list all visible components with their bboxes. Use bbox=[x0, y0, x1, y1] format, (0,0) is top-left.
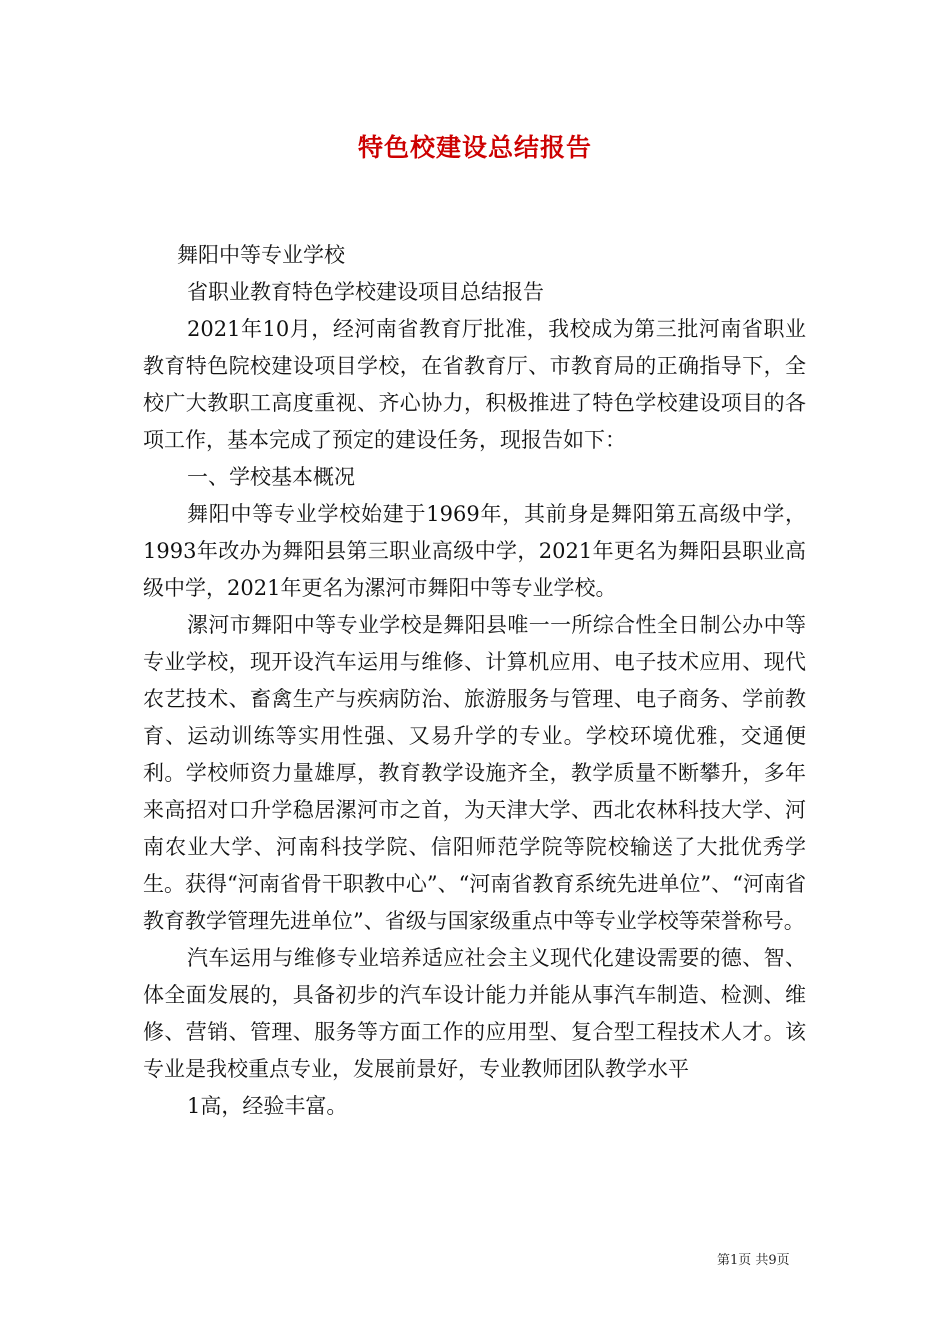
history-paragraph: 舞阳中等专业学校始建于1969年，其前身是舞阳第五高级中学，1993年改办为舞阳县第三职业高级中学，2021年更名为舞阳县职业高级中学，2021年更名为漯河市舞阳中等专业学校。 bbox=[143, 502, 806, 600]
auto-major-paragraph: 汽车运用与维修专业培养适应社会主义现代化建设需要的德、智、体全面发展的，具备初步的汽车设计能力并能从事汽车制造、检测、维修、营销、管理、服务等方面工作的应用型、复合型工程技术人才。该专业是我校重点专业，发展前景好，专业教师团队教学水平 bbox=[143, 946, 806, 1081]
section-heading: 一、学校基本概况 bbox=[187, 465, 355, 489]
page-number: 第1页 共9页 bbox=[717, 1253, 790, 1268]
overview-paragraph: 漯河市舞阳中等专业学校是舞阳县唯一一所综合性全日制公办中等专业学校，现开设汽车运用与维修、计算机应用、电子技术应用、现代农艺技术、畜禽生产与疾病防治、旅游服务与管理、电子商务、学前教育、运动训练等实用性强、又易升学的专业。学校环境优雅，交通便利。学校师资力量雄厚，教育教学设施齐全，教学质量不断攀升，多年来高招对口升学稳居漯河市之首，为天津大学、西北农林科技大学、河南农业大学、河南科技学院、信阳师范学院等院校输送了大批优秀学生。获得“河南省骨干职教中心”、“河南省教育系统先进单位”、“河南省教育教学管理先进单位”、省级与国家级重点中等专业学校等荣誉称号。 bbox=[143, 613, 806, 933]
report-subtitle-paragraph: 省职业教育特色学校建设项目总结报告 bbox=[187, 280, 544, 304]
intro-paragraph: 2021年10月，经河南省教育厅批准，我校成为第三批河南省职业教育特色院校建设项目学校，在省教育厅、市教育局的正确指导下，全校广大教职工高度重视、齐心协力，积极推进了特色学校建设项目的各项工作，基本完成了预定的建设任务，现报告如下： bbox=[143, 317, 806, 452]
continuation-paragraph: 1高，经验丰富。 bbox=[187, 1094, 348, 1118]
school-name-paragraph: 舞阳中等专业学校 bbox=[177, 243, 345, 267]
document-title: 特色校建设总结报告 bbox=[357, 133, 592, 162]
document-body bbox=[143, 237, 806, 1125]
